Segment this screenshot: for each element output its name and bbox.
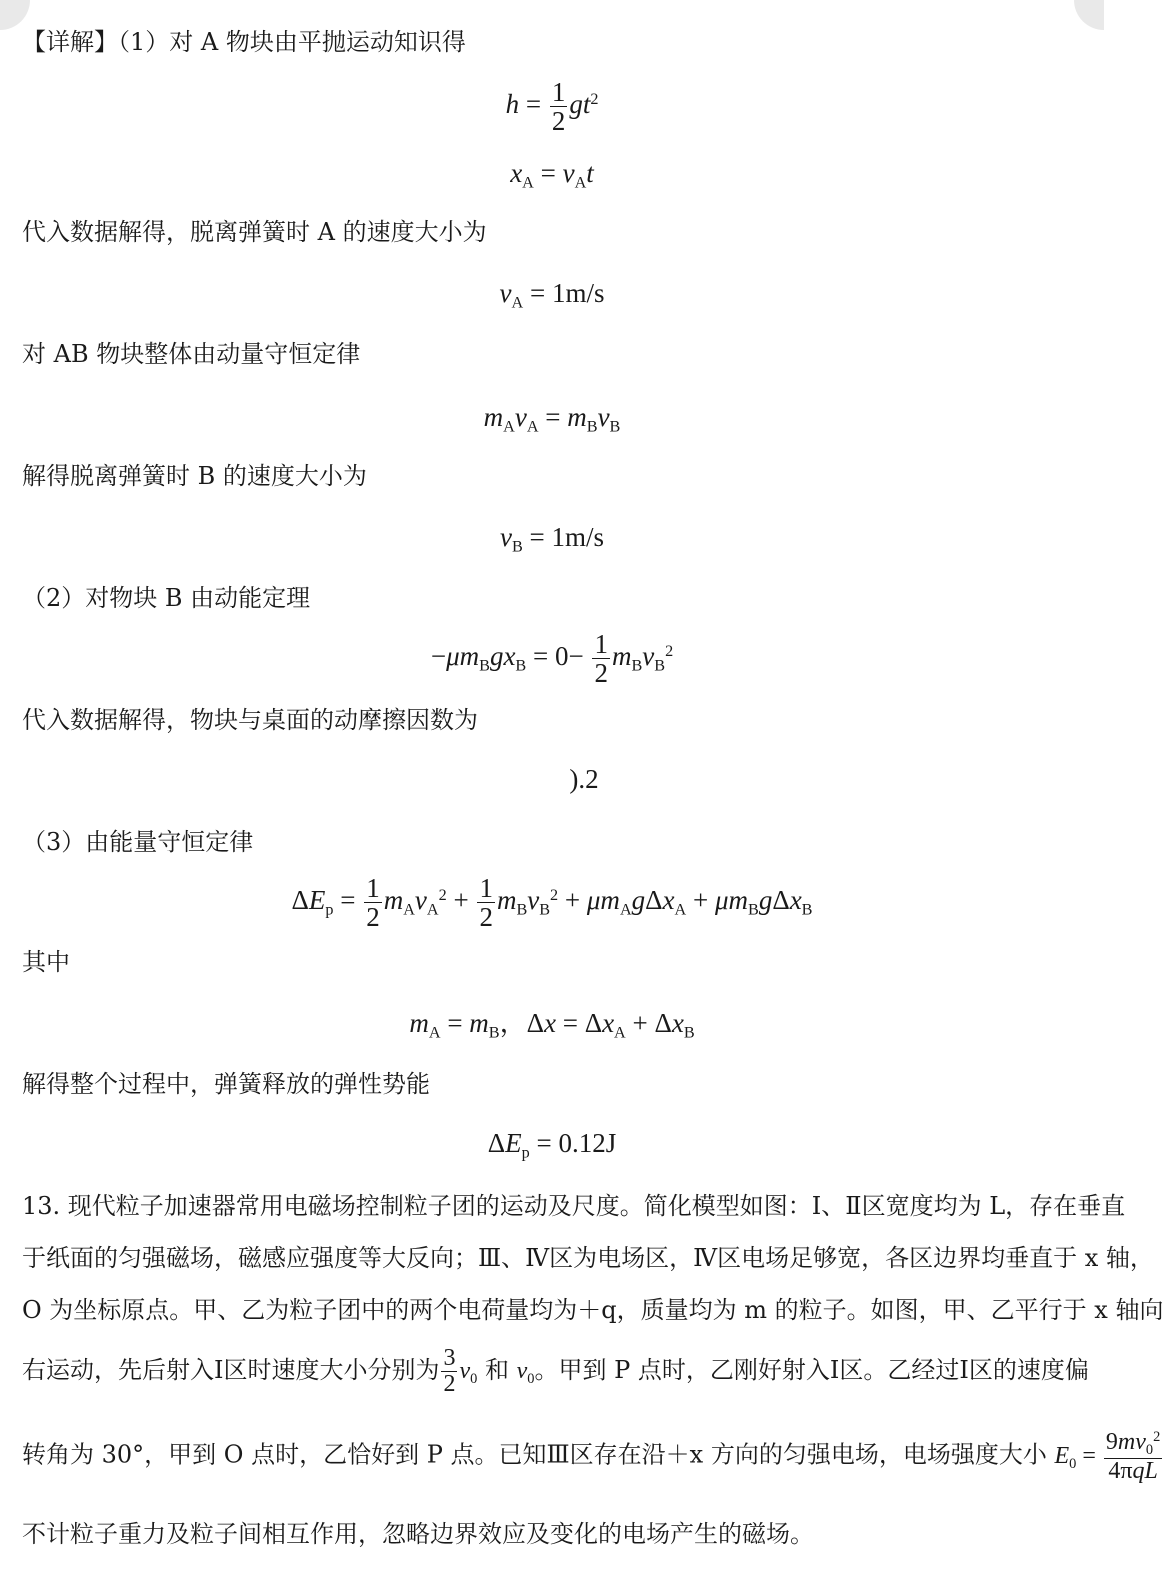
page-corner-right — [1074, 0, 1104, 30]
text-substitute-data-2: 代入数据解得，物块与桌面的动摩擦因数为 — [22, 706, 478, 734]
solution-header: 【详解】（1）对 A 物块由平抛运动知识得 — [22, 28, 466, 56]
q13-line-3: O 为坐标原点。甲、乙为粒子团中的两个电荷量均为＋q，质量均为 m 的粒子。如图，甲、乙平行于 x 轴向 — [22, 1296, 1164, 1324]
text-solve-Ep: 解得整个过程中，弹簧释放的弹性势能 — [22, 1070, 430, 1098]
q13-line-2: 于纸面的匀强磁场，磁感应强度等大反向；Ⅲ、Ⅳ区为电场区，Ⅳ区电场足够宽，各区边界均垂直于 x 轴， — [22, 1244, 1154, 1272]
q13-line-5: 转角为 30°，甲到 O 点时，乙恰好到 P 点。已知Ⅲ区存在沿＋x 方向的匀强电场，电场强度大小 $E_0$ = $\frac{9mv_0^2}{\text{4πqL}}$ — [22, 1429, 1161, 1485]
eq-work-energy: $-\mu m_Bgx_B = 0-$ $\frac{1}{2}$ $m_Bv_B^2$ — [430, 629, 674, 689]
eq-Ep-result: $\Delta E_p = 0.12J$ — [487, 1128, 617, 1162]
text-where: 其中 — [22, 948, 70, 976]
text-solve-vB: 解得脱离弹簧时 B 的速度大小为 — [22, 462, 367, 490]
eq-mu-result-partial: ).2 — [569, 764, 599, 794]
eq-vB-result: $v_B = 1m/s$ — [499, 522, 605, 556]
eq-height-freefall: h = $\frac{1}{2}$ $gt^2$ — [505, 77, 599, 137]
eq-energy-conservation: $\Delta E_p$ = $\frac{1}{2}$ $m_Av_A^2$ + $\frac{1}{2}$ $m_Bv_B^2 + \mu m_Ag\Delta x_A + \mu m_Bg\Delta x_B$ — [291, 873, 813, 933]
eq-vA-result: $v_A = 1m/s$ — [499, 278, 605, 312]
eq-horizontal-distance: $x_A = v_At$ — [510, 158, 594, 192]
eq-momentum: $m_Av_A = m_Bv_B$ — [483, 402, 621, 436]
q13-line-1: 13. 现代粒子加速器常用电磁场控制粒子团的运动及尺度。简化模型如图：Ⅰ、Ⅱ区宽度均为 L，存在垂直 — [22, 1192, 1126, 1220]
q13-line-4: 右运动，先后射入Ⅰ区时速度大小分别为 $\frac{3}{2}$ $v_0$ 和 $v_0$。甲到 P 点时，乙刚好射入Ⅰ区。乙经过Ⅰ区的速度偏 — [22, 1345, 1089, 1398]
eq-mass-displacement: $m_A = m_B$，$\Delta x = \Delta x_A + \Delta x_B$ — [409, 1008, 695, 1042]
text-momentum-conservation: 对 AB 物块整体由动量守恒定律 — [22, 340, 361, 368]
page-corner-left — [0, 0, 30, 30]
text-substitute-data-1: 代入数据解得，脱离弹簧时 A 的速度大小为 — [22, 218, 487, 246]
q13-line-6: 不计粒子重力及粒子间相互作用，忽略边界效应及变化的电场产生的磁场。 — [22, 1520, 814, 1548]
text-part-3: （3）由能量守恒定律 — [22, 828, 254, 856]
text-part-2: （2）对物块 B 由动能定理 — [22, 584, 311, 612]
